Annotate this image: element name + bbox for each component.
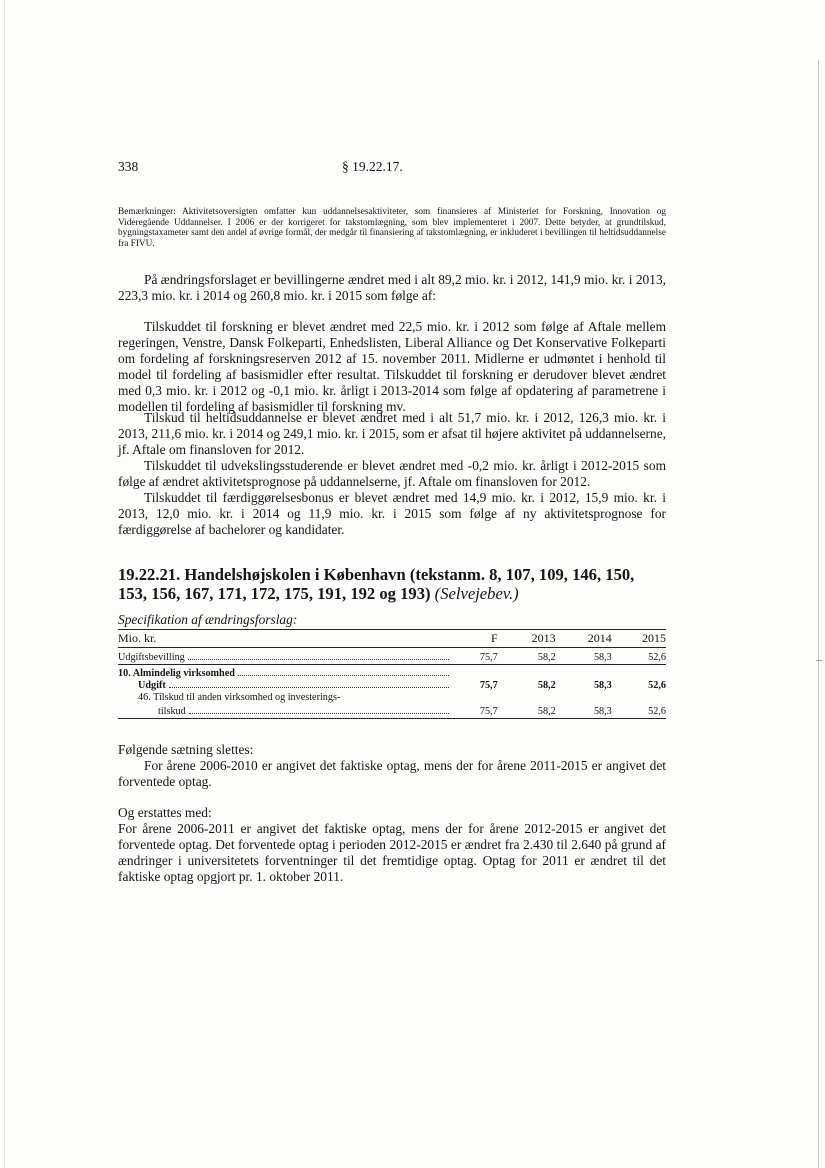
- row-label: Udgift: [138, 680, 166, 691]
- scan-edge-mark: [816, 660, 822, 661]
- deletion-label: Følgende sætning slettes:: [118, 742, 254, 757]
- table-row: [118, 665, 666, 681]
- table-cell: 58,3: [593, 680, 612, 691]
- page-number: 338: [118, 159, 139, 174]
- paragraph-completion-bonus: Tilskuddet til færdiggørelsesbonus er blevet ændret med 14,9 mio. kr. i 2012, 15,9 mio. kr. i 2013, 12,0 mio. kr. i 2014 og 11,9 mio. kr. i 2015 som følge af ny aktivitetsprognose for færdiggørelse af bachelorer og kandidater.: [118, 490, 666, 537]
- section-heading-title: 19.22.21. Handelshøjskolen i København (tekstanm. 8, 107, 109, 146, 150, 153, 156, 167, 171, 172, 175, 191, 192 og 193): [118, 565, 635, 604]
- section-reference: § 19.22.17.: [342, 159, 403, 174]
- intro-paragraph: På ændringsforslaget er bevillingerne ændret med i alt 89,2 mio. kr. i 2012, 141,9 mio. kr. i 2013, 223,3 mio. kr. i 2014 og 260,8 mio. kr. i 2015 som følge af:: [118, 272, 666, 303]
- table-cell: 75,7: [449, 648, 497, 665]
- scan-edge-left: [4, 0, 5, 1168]
- replacement-label: Og erstattes med:: [118, 805, 212, 820]
- column-header: 2013: [498, 630, 556, 648]
- table-row: [118, 704, 666, 719]
- table-cell: 58,2: [498, 704, 556, 719]
- row-label: Udgiftsbevilling: [118, 652, 185, 663]
- table-header-row: [118, 630, 666, 648]
- column-header: Mio. kr.: [118, 630, 449, 648]
- replacement-sentence: For årene 2006-2011 er angivet det faktiske optag, mens der for årene 2012-2015 er angivet det forventede optag. Det forventede optag i perioden 2012-2015 er ændret fra 2.430 til 2.640 på grund af ændringer i universitetets forventninger til det fremtidige optag. Optag for 2011 er ændret til det faktiske optag opgjort pr. 1. oktober 2011.: [118, 821, 666, 884]
- paragraph-exchange-students: Tilskuddet til udvekslingsstuderende er blevet ændret med -0,2 mio. kr. årligt i 2012-2015 som følge af ændret aktivitetsprognose på uddannelserne, jf. Aftale om finansloven for 2012.: [118, 458, 666, 489]
- table-cell: 58,3: [556, 648, 612, 665]
- table-row: [118, 680, 666, 692]
- column-header: 2014: [556, 630, 612, 648]
- row-label: 10. Almindelig virksomhed: [118, 668, 235, 679]
- table-cell: 58,3: [556, 704, 612, 719]
- section-heading: [118, 565, 666, 604]
- running-header: [118, 159, 666, 177]
- paragraph-fulltime-education: Tilskud til heltidsuddannelse er blevet ændret med i alt 51,7 mio. kr. i 2012, 126,3 mio. kr. i 2013, 211,6 mio. kr. i 2014 og 249,1 mio. kr. i 2015, som er afsat til højere aktivitet på uddannelserne, jf. Aftale om finansloven for 2012.: [118, 410, 666, 457]
- table-cell: 52,6: [648, 680, 666, 691]
- column-header: 2015: [612, 630, 666, 648]
- table-cell: 75,7: [479, 680, 498, 691]
- table-cell: 52,6: [612, 704, 666, 719]
- table-cell: 75,7: [449, 704, 497, 719]
- row-label: 46. Tilskud til anden virksomhed og investerings-: [138, 692, 341, 703]
- table-cell: 52,6: [612, 648, 666, 665]
- table-cell: 58,2: [498, 648, 556, 665]
- table-row: [118, 648, 666, 665]
- specification-caption: Specifikation af ændringsforslag:: [118, 612, 298, 627]
- deleted-sentence: For årene 2006-2010 er angivet det faktiske optag, mens der for årene 2011-2015 er angivet det forventede optag.: [118, 758, 666, 789]
- row-label: tilskud: [158, 706, 186, 717]
- remarks-note: Bemærkninger: Aktivitetsoversigten omfatter kun uddannelsesaktiviteter, som finansieres af Ministeriet for Forskning, Innovation og Videregående Uddannelser. I 2006 er der korrigeret for takstomlægning, som blev implementeret i 2007. Dette betyder, at grundtilskud, bygningstaxameter samt den andel af øvrige formål, der medgår til finansiering af takstomlægning, er inkluderet i bevillingen til heltidsuddannelse fra FIVU.: [118, 207, 666, 249]
- paragraph-research-grant: Tilskuddet til forskning er blevet ændret med 22,5 mio. kr. i 2012 som følge af Aftale mellem regeringen, Venstre, Dansk Folkeparti, Enhedslisten, Liberal Alliance og Det Konservative Folkeparti om fordeling af forskningsreserven 2012 af 15. november 2011. Midlerne er udmøntet i henhold til model til fordeling af basismidler efter resultat. Tilskuddet til forskning er derudover blevet ændret med 0,3 mio. kr. i 2012 og -0,1 mio. kr. årligt i 2013-2014 som følge af opdatering af parametrene i modellen til fordeling af basismidler til forskning mv.: [118, 319, 666, 414]
- scan-edge-right: [818, 60, 819, 1168]
- column-header: F: [449, 630, 497, 648]
- table-row: [118, 692, 666, 704]
- amendment-table: [118, 629, 666, 719]
- table-cell: 58,2: [537, 680, 556, 691]
- section-heading-suffix: (Selvejebev.): [434, 584, 519, 604]
